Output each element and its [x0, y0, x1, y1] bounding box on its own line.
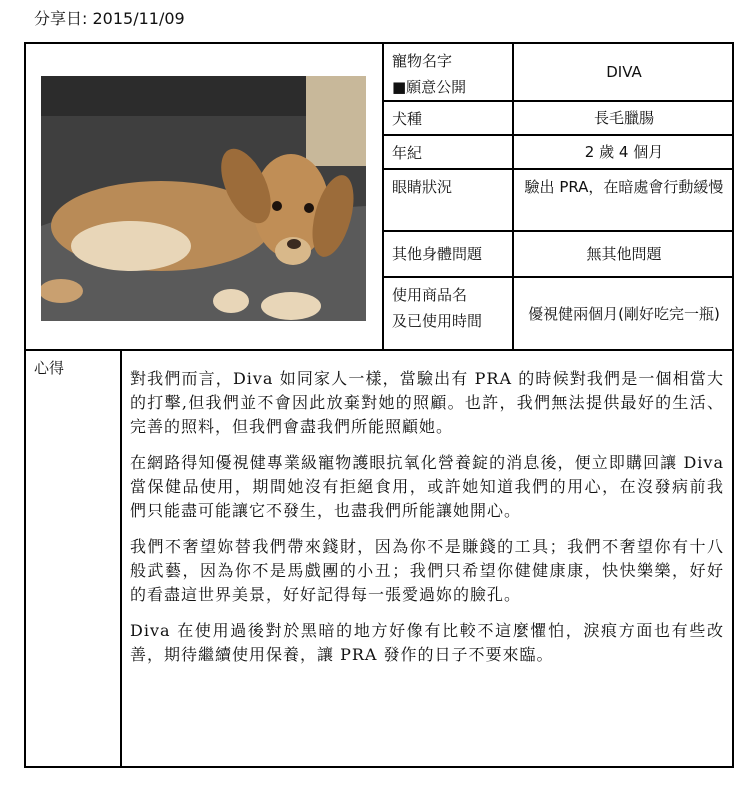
notes-paragraph: 對我們而言，Diva 如同家人一樣，當驗出有 PRA 的時候對我們是一個相當大的打擊,但我們並不會因此放棄對她的照顧。也許，我們無法提供最好的生活、完善的照料，但我們會盡我們所能照顧她。: [130, 369, 724, 436]
dachshund-photo: [41, 76, 366, 321]
value-breed: 長毛臘腸: [593, 109, 654, 127]
notes-paragraph: Diva 在使用過後對於黑暗的地方好像有比較不這麼懼怕，淚痕方面也有些改善，期待繼續使用保養，讓 PRA 發作的日子不要來臨。: [130, 621, 724, 664]
label-age: 年紀: [384, 136, 514, 168]
row-product: [384, 278, 734, 349]
pet-info-table: [24, 42, 734, 768]
label-eye-condition: 眼睛狀況: [384, 170, 514, 230]
label-pet-name: [384, 44, 514, 100]
share-date: 分享日: 2015/11/09: [34, 9, 185, 28]
label-product: [384, 278, 514, 349]
row-age: [384, 136, 734, 170]
label-text: 使用商品名: [392, 286, 468, 304]
notes-paragraph: 我們不奢望妳替我們帶來錢財，因為你不是賺錢的工具；我們不奢望你有十八般武藝，因為你不是馬戲團的小丑；我們只希望你健健康康，快快樂樂，好好的看盡這世界美景，好好記得每一張愛過妳的臉孔。: [130, 537, 724, 604]
label-text-2: 及已使用時間: [392, 312, 483, 330]
row-breed: [384, 102, 734, 136]
value-pet-name: DIVA: [606, 63, 642, 81]
notes-paragraph: 在網路得知優視健專業級寵物護眼抗氧化營養錠的消息後，便立即購回讓 Diva 當保健品使用，期間她沒有拒絕食用，或許她知道我們的用心，在沒發病前我們只能盡可能讓它不發生，也盡我們所能讓她開心。: [130, 453, 724, 520]
label-breed: 犬種: [384, 102, 514, 134]
public-consent-label: ■願意公開: [392, 78, 467, 96]
row-eye-condition: [384, 170, 734, 232]
value-eye-condition: 驗出 PRA，在暗處會行動緩慢: [524, 178, 724, 196]
row-other-issues: [384, 232, 734, 278]
value-age: 2 歲 4 個月: [584, 143, 664, 161]
notes-section: [26, 349, 732, 768]
dog-illustration: [41, 76, 366, 321]
notes-label: 心得: [26, 351, 122, 768]
value-other-issues: 無其他問題: [586, 245, 662, 263]
label-text: 寵物名字: [392, 52, 453, 70]
row-pet-name: [384, 44, 734, 102]
photo-cell: [26, 44, 384, 349]
value-product: 優視健兩個月(剛好吃完一瓶): [528, 304, 720, 323]
notes-body: [130, 367, 724, 679]
label-other-issues: 其他身體問題: [384, 232, 514, 276]
